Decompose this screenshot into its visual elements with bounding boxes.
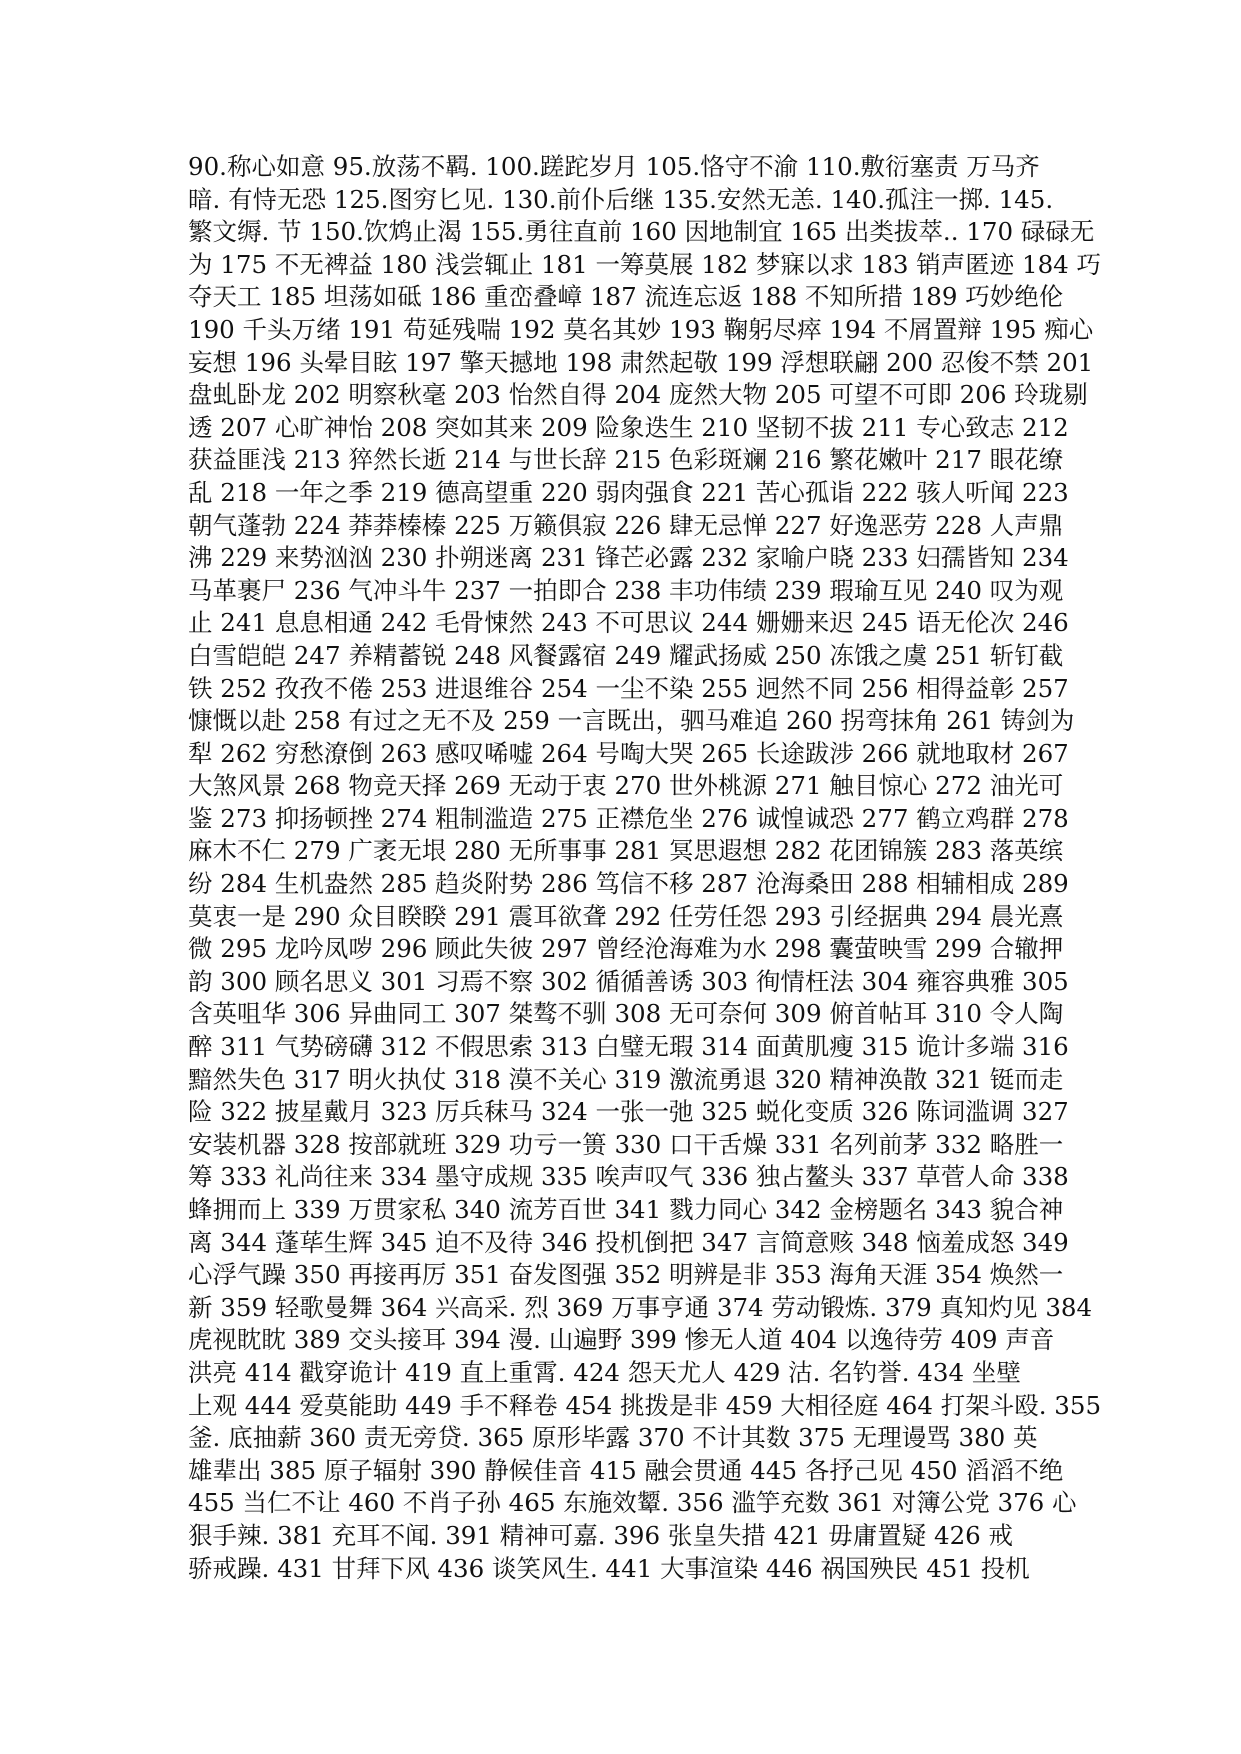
text-line: 止 241 息息相通 242 毛骨悚然 243 不可思议 244 姗姗来迟 245 语无伦次 246 <box>188 608 1069 638</box>
text-line: 微 295 龙吟凤哕 296 顾此失彼 297 曾经沧海难为水 298 囊萤映雪 299 合辙押 <box>188 934 1064 964</box>
text-line: 190 千头万绪 191 苟延残喘 192 莫名其妙 193 鞠躬尽瘁 194 不屑置辩 195 痴心 <box>188 314 1094 344</box>
text-line: 大煞风景 268 物竞天择 269 无动于衷 270 世外桃源 271 触目惊心 272 油光可 <box>188 771 1064 801</box>
text-line: 繁文缛. 节 150.饮鸩止渴 155.勇往直前 160 因地制宜 165 出类拔萃.. 170 碌碌无 <box>188 217 1095 247</box>
text-line: 韵 300 顾名思义 301 习焉不察 302 循循善诱 303 徇情枉法 304 雍容典雅 305 <box>188 966 1069 996</box>
text-line: 沸 229 来势汹汹 230 扑朔迷离 231 锋芒必露 232 家喻户晓 233 妇孺皆知 234 <box>188 543 1069 573</box>
text-line: 雄辈出 385 原子辐射 390 静候佳音 415 融会贯通 445 各抒己见 450 滔滔不绝 <box>188 1455 1064 1485</box>
text-line: 朝气蓬勃 224 莽莽榛榛 225 万籁俱寂 226 肆无忌惮 227 好逸恶劳 228 人声鼎 <box>188 510 1064 540</box>
text-line: 慷慨以赴 258 有过之无不及 259 一言既出，驷马难追 260 拐弯抹角 261 铸剑为 <box>188 706 1075 736</box>
text-line: 蜂拥而上 339 万贯家私 340 流芳百世 341 戮力同心 342 金榜题名 343 貌合神 <box>188 1195 1064 1224</box>
text-line: 犁 262 穷愁潦倒 263 感叹唏嘘 264 号啕大哭 265 长途跋涉 266 就地取材 267 <box>188 738 1069 768</box>
text-line: 醉 311 气势磅礴 312 不假思索 313 白璧无瑕 314 面黄肌瘦 315 诡计多端 316 <box>188 1032 1069 1062</box>
text-line: 安装机器 328 按部就班 329 功亏一篑 330 口干舌燥 331 名列前茅 332 略胜一 <box>188 1129 1064 1159</box>
text-line: 狠手辣. 381 充耳不闻. 391 精神可嘉. 396 张皇失措 421 毋庸置疑 426 戒 <box>188 1520 1014 1550</box>
text-line: 夺天工 185 坦荡如砥 186 重峦叠嶂 187 流连忘返 188 不知所措 189 巧妙绝伦 <box>188 282 1064 312</box>
text-line: 铁 252 孜孜不倦 253 进退维谷 254 一尘不染 255 迥然不同 256 相得益彰 257 <box>188 673 1069 703</box>
text-line: 虎视眈眈 389 交头接耳 394 漫. 山遍野 399 惨无人道 404 以逸待劳 409 声音 <box>188 1325 1055 1355</box>
text-line: 455 当仁不让 460 不肖子孙 465 东施效颦. 356 滥竽充数 361 对簿公党 376 心 <box>188 1488 1077 1518</box>
text-line: 险 322 披星戴月 323 厉兵秣马 324 一张一弛 325 蜕化变质 326 陈词滥调 327 <box>188 1097 1069 1127</box>
text-line: 离 344 蓬荜生辉 345 迫不及待 346 投机倒把 347 言简意赅 348 恼羞成怒 349 <box>188 1227 1069 1257</box>
text-line: 莫衷一是 290 众目睽睽 291 震耳欲聋 292 任劳任怨 293 引经据典 294 晨光熹 <box>188 901 1064 931</box>
text-line: 为 175 不无裨益 180 浅尝辄止 181 一筹莫展 182 梦寐以求 183 销声匿迹 184 巧 <box>188 249 1102 279</box>
text-line: 骄戒躁. 431 甘拜下风 436 谈笑风生. 441 大事渲染 446 祸国殃民 451 投机 <box>188 1553 1030 1583</box>
text-line: 鉴 273 抑扬顿挫 274 粗制滥造 275 正襟危坐 276 诚惶诚恐 277 鹤立鸡群 278 <box>188 803 1069 833</box>
text-line: 纷 284 生机盎然 285 趋炎附势 286 笃信不移 287 沧海桑田 288 相辅相成 289 <box>188 869 1069 899</box>
text-line: 麻木不仁 279 广袤无垠 280 无所事事 281 冥思遐想 282 花团锦簇 283 落英缤 <box>188 836 1064 866</box>
text-line: 乱 218 一年之季 219 德高望重 220 弱肉强食 221 苦心孤诣 222 骇人听闻 223 <box>188 477 1069 507</box>
text-line: 洪亮 414 戳穿诡计 419 直上重霄. 424 怨天尤人 429 沽. 名钓誉. 434 坐壁 <box>188 1357 1021 1387</box>
text-line: 妄想 196 头晕目眩 197 擎天撼地 198 肃然起敬 199 浮想联翩 200 忍俊不禁 201 <box>188 347 1094 377</box>
text-line: 心浮气躁 350 再接再厉 351 奋发图强 352 明辨是非 353 海角天涯 354 焕然一 <box>188 1260 1064 1290</box>
text-line: 获益匪浅 213 猝然长逝 214 与世长辞 215 色彩斑斓 216 繁花嫩叶 217 眼花缭 <box>188 445 1064 475</box>
text-line: 釜. 底抽薪 360 责无旁贷. 365 原形毕露 370 不计其数 375 无理谩骂 380 英 <box>188 1423 1038 1453</box>
text-line: 筹 333 礼尚往来 334 墨守成规 335 唉声叹气 336 独占鳌头 337 草菅人命 338 <box>188 1162 1069 1192</box>
text-line: 90.称心如意 95.放荡不羁. 100.蹉跎岁月 105.恪守不渝 110.敷衍塞责 万马齐 <box>188 152 1040 181</box>
text-line: 上观 444 爱莫能助 449 手不释卷 454 挑拨是非 459 大相径庭 464 打架斗殴. 355 <box>188 1390 1102 1420</box>
text-line: 黯然失色 317 明火执仗 318 漠不关心 319 激流勇退 320 精神涣散 321 铤而走 <box>188 1064 1064 1094</box>
text-line: 白雪皑皑 247 养精蓄锐 248 风餐露宿 249 耀武扬威 250 冻饿之虞 251 斩钉截 <box>188 640 1064 670</box>
text-line: 新 359 轻歌曼舞 364 兴高采. 烈 369 万事亨通 374 劳动锻炼. 379 真知灼见 384 <box>188 1292 1093 1322</box>
text-line: 盘虬卧龙 202 明察秋毫 203 怡然自得 204 庞然大物 205 可望不可即 206 玲珑剔 <box>188 380 1088 410</box>
document-page <box>188 151 1118 1585</box>
text-line: 马革裹尸 236 气冲斗牛 237 一拍即合 238 丰功伟绩 239 瑕瑜互见 240 叹为观 <box>188 575 1064 605</box>
text-line: 含英咀华 306 异曲同工 307 桀骜不驯 308 无可奈何 309 俯首帖耳 310 令人陶 <box>188 999 1064 1029</box>
text-line: 暗. 有恃无恐 125.图穷匕见. 130.前仆后继 135.安然无恙. 140.孤注一掷. 145. <box>188 184 1054 214</box>
text-line: 透 207 心旷神怡 208 突如其来 209 险象迭生 210 坚韧不拔 211 专心致志 212 <box>188 412 1069 442</box>
